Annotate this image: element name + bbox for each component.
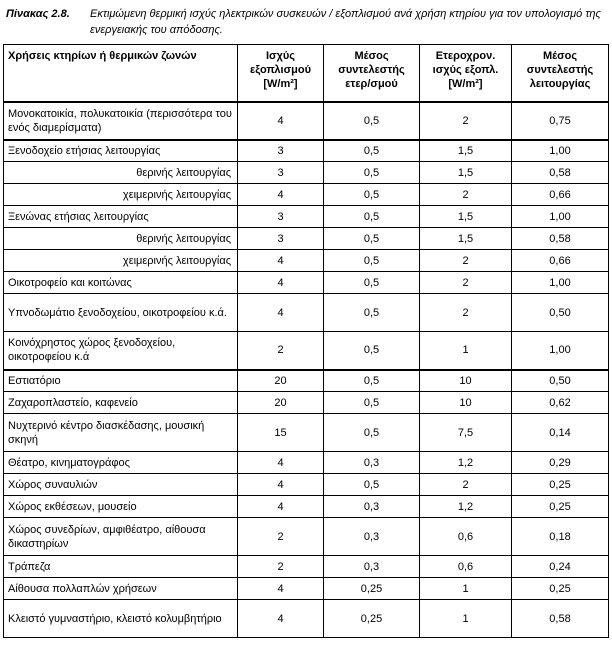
equipment-power-table	[3, 44, 609, 638]
table-row	[4, 250, 609, 272]
cell-operation-factor: 1,00	[512, 206, 609, 228]
cell-async-power: 1,5	[420, 228, 512, 250]
table-row	[4, 600, 609, 638]
header-building-use: Χρήσεις κτηρίων ή θερμικών ζωνών	[4, 45, 238, 102]
cell-operation-factor: 0,25	[512, 474, 609, 496]
cell-equipment-power: 3	[238, 228, 324, 250]
cell-operation-factor: 0,50	[512, 370, 609, 392]
table-row	[4, 370, 609, 392]
table-row	[4, 474, 609, 496]
table-number: Πίνακας 2.8.	[6, 8, 70, 20]
cell-async-power: 1,2	[420, 496, 512, 518]
cell-operation-factor: 0,62	[512, 392, 609, 414]
cell-building-use: Αίθουσα πολλαπλών χρήσεων	[4, 578, 238, 600]
cell-building-use: θερινής λειτουργίας	[4, 228, 238, 250]
cell-simultaneity-factor: 0,5	[324, 140, 420, 162]
cell-operation-factor: 0,58	[512, 600, 609, 638]
cell-equipment-power: 4	[238, 250, 324, 272]
table-title: Εκτιμώμενη θερμική ισχύς ηλεκτρικών συσκευών / εξοπλισμού ανά χρήση κτηρίου για τον υπολογισμό της ενεργειακής του απόδοσης.	[90, 8, 601, 36]
cell-equipment-power: 2	[238, 556, 324, 578]
cell-operation-factor: 0,58	[512, 162, 609, 184]
cell-simultaneity-factor: 0,25	[324, 578, 420, 600]
cell-building-use: Ξενώνας ετήσιας λειτουργίας	[4, 206, 238, 228]
cell-equipment-power: 20	[238, 392, 324, 414]
cell-building-use: Οικοτροφείο και κοιτώνας	[4, 272, 238, 294]
cell-building-use: Τράπεζα	[4, 556, 238, 578]
header-simultaneity-factor: Μέσος συντελεστής ετερ/σμού	[324, 45, 420, 102]
cell-async-power: 10	[420, 392, 512, 414]
cell-async-power: 1,5	[420, 162, 512, 184]
cell-async-power: 1	[420, 578, 512, 600]
cell-equipment-power: 4	[238, 294, 324, 332]
cell-building-use: Θέατρο, κινηματογράφος	[4, 452, 238, 474]
cell-equipment-power: 2	[238, 518, 324, 556]
cell-operation-factor: 0,24	[512, 556, 609, 578]
cell-building-use: θερινής λειτουργίας	[4, 162, 238, 184]
cell-async-power: 7,5	[420, 414, 512, 452]
cell-async-power: 2	[420, 184, 512, 206]
cell-simultaneity-factor: 0,3	[324, 556, 420, 578]
cell-simultaneity-factor: 0,3	[324, 518, 420, 556]
cell-async-power: 2	[420, 250, 512, 272]
cell-simultaneity-factor: 0,5	[324, 474, 420, 496]
cell-async-power: 2	[420, 102, 512, 140]
cell-simultaneity-factor: 0,5	[324, 272, 420, 294]
header-operation-factor: Μέσος συντελεστής λειτουργίας	[512, 45, 609, 102]
cell-equipment-power: 4	[238, 184, 324, 206]
cell-simultaneity-factor: 0,3	[324, 452, 420, 474]
cell-building-use: χειμερινής λειτουργίας	[4, 250, 238, 272]
table-row	[4, 518, 609, 556]
cell-building-use: Μονοκατοικία, πολυκατοικία (περισσότερα του ενός διαμερίσματα)	[4, 102, 238, 140]
table-row	[4, 556, 609, 578]
cell-async-power: 1,5	[420, 206, 512, 228]
cell-equipment-power: 4	[238, 102, 324, 140]
cell-equipment-power: 4	[238, 272, 324, 294]
table-row	[4, 414, 609, 452]
cell-equipment-power: 20	[238, 370, 324, 392]
header-async-power: Ετεροχρον. ισχύς εξοπλ. [W/m²]	[420, 45, 512, 102]
header-row	[4, 45, 609, 102]
cell-simultaneity-factor: 0,5	[324, 250, 420, 272]
cell-simultaneity-factor: 0,5	[324, 206, 420, 228]
cell-operation-factor: 0,50	[512, 294, 609, 332]
cell-equipment-power: 15	[238, 414, 324, 452]
cell-operation-factor: 1,00	[512, 272, 609, 294]
cell-operation-factor: 1,00	[512, 140, 609, 162]
cell-operation-factor: 0,25	[512, 578, 609, 600]
cell-async-power: 1,5	[420, 140, 512, 162]
table-row	[4, 578, 609, 600]
cell-building-use: Κλειστό γυμναστήριο, κλειστό κολυμβητήριο	[4, 600, 238, 638]
header-equipment-power: Ισχύς εξοπλισμού [W/m²]	[238, 45, 324, 102]
cell-async-power: 1	[420, 332, 512, 370]
cell-async-power: 2	[420, 294, 512, 332]
cell-simultaneity-factor: 0,5	[324, 184, 420, 206]
table-caption	[6, 6, 606, 38]
cell-building-use: Χώρος εκθέσεων, μουσείο	[4, 496, 238, 518]
cell-async-power: 0,6	[420, 556, 512, 578]
cell-equipment-power: 4	[238, 578, 324, 600]
table-row	[4, 140, 609, 162]
cell-equipment-power: 4	[238, 496, 324, 518]
cell-building-use: Ξενοδοχείο ετήσιας λειτουργίας	[4, 140, 238, 162]
cell-async-power: 10	[420, 370, 512, 392]
cell-equipment-power: 3	[238, 162, 324, 184]
cell-equipment-power: 4	[238, 474, 324, 496]
cell-equipment-power: 3	[238, 206, 324, 228]
table-row	[4, 332, 609, 370]
cell-operation-factor: 0,66	[512, 250, 609, 272]
cell-operation-factor: 0,58	[512, 228, 609, 250]
cell-operation-factor: 0,14	[512, 414, 609, 452]
table-row	[4, 184, 609, 206]
cell-equipment-power: 3	[238, 140, 324, 162]
cell-equipment-power: 2	[238, 332, 324, 370]
cell-simultaneity-factor: 0,25	[324, 600, 420, 638]
cell-simultaneity-factor: 0,5	[324, 228, 420, 250]
cell-operation-factor: 0,75	[512, 102, 609, 140]
cell-building-use: Κοινόχρηστος χώρος ξενοδοχείου, οικοτροφείου κ.ά	[4, 332, 238, 370]
cell-operation-factor: 0,18	[512, 518, 609, 556]
cell-simultaneity-factor: 0,5	[324, 332, 420, 370]
table-row	[4, 392, 609, 414]
cell-async-power: 1,2	[420, 452, 512, 474]
table-row	[4, 294, 609, 332]
cell-building-use: Νυχτερινό κέντρο διασκέδασης, μουσική σκηνή	[4, 414, 238, 452]
cell-building-use: Εστιατόριο	[4, 370, 238, 392]
cell-building-use: Χώρος συναυλιών	[4, 474, 238, 496]
cell-simultaneity-factor: 0,3	[324, 496, 420, 518]
cell-equipment-power: 4	[238, 452, 324, 474]
cell-simultaneity-factor: 0,5	[324, 102, 420, 140]
cell-building-use: χειμερινής λειτουργίας	[4, 184, 238, 206]
table-row	[4, 272, 609, 294]
cell-building-use: Υπνοδωμάτιο ξενοδοχείου, οικοτροφείου κ.ά.	[4, 294, 238, 332]
cell-async-power: 2	[420, 272, 512, 294]
cell-simultaneity-factor: 0,5	[324, 370, 420, 392]
cell-operation-factor: 0,66	[512, 184, 609, 206]
table-row	[4, 228, 609, 250]
cell-simultaneity-factor: 0,5	[324, 392, 420, 414]
cell-async-power: 2	[420, 474, 512, 496]
cell-async-power: 1	[420, 600, 512, 638]
cell-operation-factor: 0,29	[512, 452, 609, 474]
cell-simultaneity-factor: 0,5	[324, 294, 420, 332]
table-row	[4, 452, 609, 474]
table-row	[4, 496, 609, 518]
table-row	[4, 206, 609, 228]
cell-equipment-power: 4	[238, 600, 324, 638]
cell-async-power: 0,6	[420, 518, 512, 556]
cell-operation-factor: 0,25	[512, 496, 609, 518]
cell-building-use: Ζαχαροπλαστείο, καφενείο	[4, 392, 238, 414]
cell-simultaneity-factor: 0,5	[324, 162, 420, 184]
table-row	[4, 102, 609, 140]
table-row	[4, 162, 609, 184]
cell-operation-factor: 1,00	[512, 332, 609, 370]
cell-building-use: Χώρος συνεδρίων, αμφιθέατρο, αίθουσα δικαστηρίων	[4, 518, 238, 556]
cell-simultaneity-factor: 0,5	[324, 414, 420, 452]
